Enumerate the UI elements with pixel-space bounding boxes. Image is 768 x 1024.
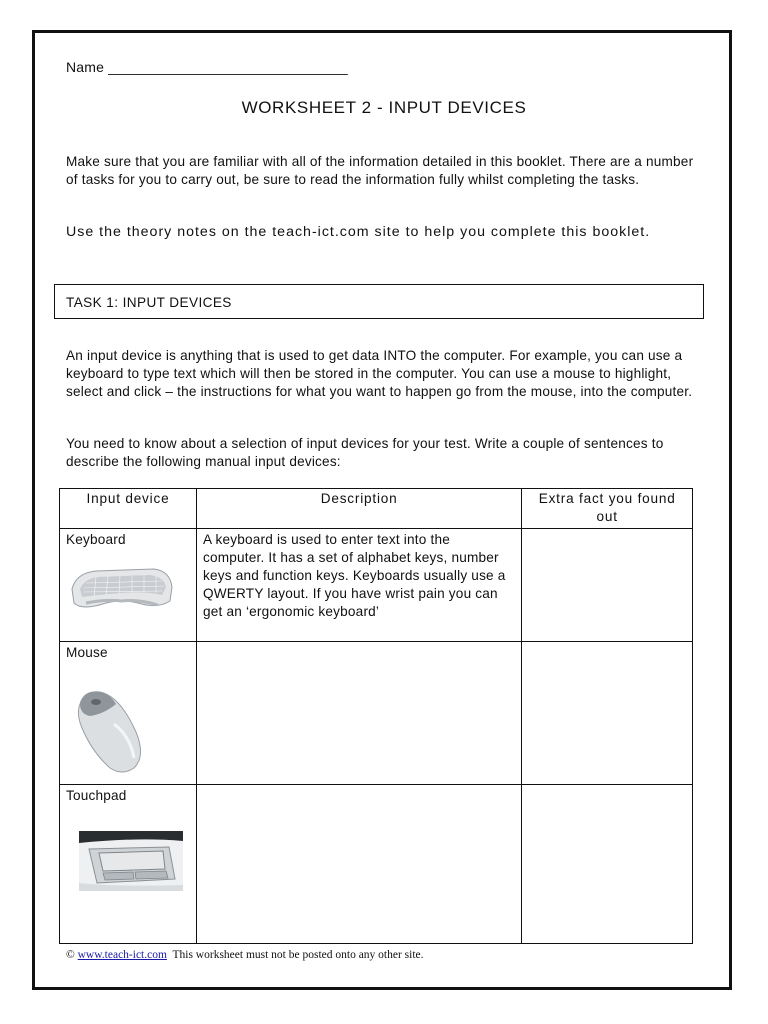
touchpad-image [79,831,183,891]
extra-fact-cell [522,529,693,642]
keyboard-image [66,559,176,615]
device-cell [60,529,197,642]
teach-ict-link[interactable]: www.teach-ict.com [77,949,167,961]
name-field-label: Name ______________________________ [66,59,348,75]
footer [66,949,424,961]
mouse-image [70,684,150,774]
description-cell [196,785,521,944]
task-heading: TASK 1: INPUT DEVICES [66,295,232,310]
device-name: Keyboard [66,532,126,547]
table-row [60,529,693,642]
copyright-symbol: © [66,949,75,961]
table-header-row [60,489,693,529]
intro-paragraph: Make sure that you are familiar with all of the information detailed in this booklet. There are a number of tasks for you to carry out, be sure to read the information fully whilst completing the tasks. [66,154,694,187]
column-header-description: Description [196,489,521,529]
extra-fact-cell [522,642,693,785]
page-title: WORKSHEET 2 - INPUT DEVICES [241,98,527,117]
task-paragraph-1: An input device is anything that is used to get data INTO the computer. For example, you can use a keyboard to type text which will then be stored in the computer. You can use a mouse to highlight, select and click – the instructions for what you want to happen go from the mouse, into the computer. [66,348,693,399]
theory-note: Use the theory notes on the teach-ict.com site to help you complete this booklet. [66,224,651,240]
device-name: Mouse [66,645,108,660]
description-cell [196,642,521,785]
column-header-device: Input device [60,489,197,529]
device-name: Touchpad [66,788,127,803]
table-row [60,785,693,944]
table-row [60,642,693,785]
column-header-extra-fact: Extra fact you found out [522,489,693,529]
description-cell: A keyboard is used to enter text into the computer. It has a set of alphabet keys, number keys and function keys. Keyboards usually use a QWERTY layout. If you have wrist pain you can get an ‘ergonomic keyboard’ [196,529,521,642]
task-heading-box [54,284,704,319]
extra-fact-cell [522,785,693,944]
input-devices-table [59,488,693,944]
device-cell [60,785,197,944]
device-cell [60,642,197,785]
task-paragraph-2: You need to know about a selection of input devices for your test. Write a couple of sentences to describe the following manual input devices: [66,436,664,469]
footer-notice: This worksheet must not be posted onto any other site. [172,949,424,961]
